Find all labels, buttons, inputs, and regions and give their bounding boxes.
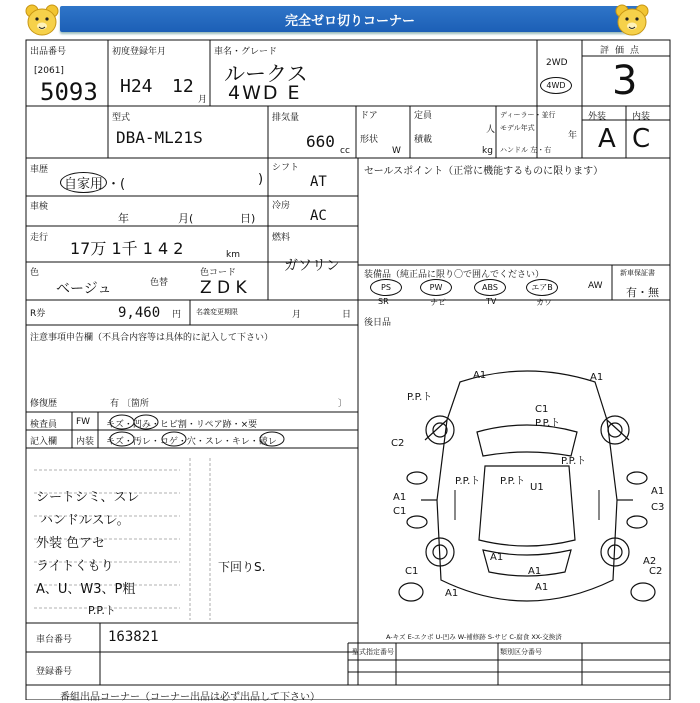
capacity-label: 定員: [414, 111, 433, 121]
displacement-unit: cc: [340, 146, 350, 156]
lot-number-label: 出品番号: [30, 47, 67, 57]
equip-aw: AW: [588, 281, 603, 291]
name-change-label: 名義変更期限: [196, 308, 238, 316]
registration-month-unit: 月: [198, 95, 208, 105]
drive-2wd-option: 2WD: [546, 58, 568, 68]
warranty-value: 有・無: [626, 286, 659, 299]
recolor-label: 色替: [150, 278, 169, 288]
chassis-number-label: 車台番号: [36, 635, 73, 645]
category-label: 車歴: [30, 165, 49, 175]
inspector-label: 検査員: [30, 420, 58, 430]
repair-history-value: 有 〔箇所: [110, 399, 149, 409]
color-code-value: Z D K: [200, 278, 247, 298]
damage-mark: C2: [391, 438, 405, 449]
ac-value: AC: [310, 208, 327, 224]
equip-tv: TV: [486, 297, 497, 306]
exterior-grade: A: [598, 124, 616, 154]
mileage-value: 17万 1千 1 4 2: [70, 239, 184, 258]
category-value-circled: 自家用 ・(: [60, 172, 125, 193]
interior-grade: C: [632, 124, 651, 154]
classification-label: 類別区分番号: [500, 648, 542, 656]
damage-mark: A1: [393, 492, 407, 503]
type-designation-label: 型式指定番号: [352, 648, 394, 656]
note-line-4: ライトくもり: [36, 559, 114, 574]
displacement-value: 660: [306, 132, 335, 151]
footer-corner-note: 番組出品コーナー（コーナー出品は必ず出品して下さい）: [60, 692, 320, 703]
car-name: ルークス: [224, 62, 308, 86]
shape-value: W: [392, 146, 401, 156]
name-change-day: 日: [342, 310, 352, 320]
registration-era: H24: [120, 76, 153, 97]
vehicle-damage-diagram: [385, 360, 670, 630]
category-close: ): [258, 172, 264, 187]
lot-code: [2061]: [34, 66, 64, 76]
recycle-unit: 円: [172, 310, 182, 320]
chassis-number-value: 163821: [108, 629, 159, 645]
note-line-6: P.P.ト: [88, 604, 116, 617]
score-value: 3: [612, 58, 638, 104]
equip-navi: ナビ: [430, 298, 446, 307]
color-code-label: 色コード: [200, 268, 237, 278]
equip-airbag-circled: エアB: [526, 279, 558, 296]
damage-mark: A1: [528, 566, 542, 577]
mileage-label: 走行: [30, 233, 49, 243]
equip-kawa: カワ: [536, 298, 552, 307]
recycle-value: 9,460: [118, 305, 161, 321]
interior-label: 内装: [632, 112, 651, 122]
equipment-label: 装備品（純正品に限り〇で囲んでください）: [364, 270, 545, 280]
repair-history-close: 〕: [338, 399, 348, 409]
warranty-label: 新車保証書: [620, 269, 655, 277]
damage-mark: A1: [535, 582, 549, 593]
mileage-unit: km: [226, 250, 240, 260]
damage-mark: C1: [535, 404, 549, 415]
damage-mark: A1: [445, 588, 459, 599]
shape-label: 形状: [360, 135, 379, 145]
model-label: 型式: [112, 113, 131, 123]
damage-mark: A1: [651, 486, 665, 497]
damage-mark: A1: [590, 372, 604, 383]
equip-sr: SR: [378, 297, 389, 306]
fuel-label: 燃料: [272, 233, 291, 243]
handle-label: ハンドル 左・右: [500, 146, 552, 154]
damage-mark: C1: [405, 566, 419, 577]
color-label: 色: [30, 268, 40, 278]
sales-point-label: セールスポイント（正常に機能するものに限ります）: [364, 166, 604, 177]
model-year-label: モデル年式: [500, 124, 535, 132]
damage-mark: P.P.ト: [535, 418, 561, 429]
corner-title: 完全ゼロ切りコーナー: [284, 13, 415, 29]
damage-mark: P.P.ト: [561, 456, 587, 467]
first-registration-label: 初度登録年月: [112, 47, 167, 57]
note-line-5: A、U、W3、P粗: [36, 582, 136, 597]
entry-label: 記入欄: [30, 437, 58, 447]
model-code: DBA-ML21S: [116, 128, 203, 147]
color-value: ベージュ: [56, 281, 112, 297]
name-change-month: 月: [292, 310, 302, 320]
load-label: 積載: [414, 135, 433, 145]
fw-label: FW: [76, 417, 91, 427]
defect-circles: [100, 412, 360, 448]
shift-label: シフト: [272, 163, 300, 173]
back-order-label: 後日品: [364, 318, 392, 328]
equip-ps-circled: PS: [370, 279, 402, 296]
shift-value: AT: [310, 174, 327, 190]
exterior-label: 外装: [588, 112, 607, 122]
damage-mark: C2: [649, 566, 663, 577]
capacity-unit: 人: [486, 125, 496, 135]
repair-history-label: 修復歴: [30, 399, 58, 409]
damage-mark: P.P.ト: [500, 476, 526, 487]
fw-defect-list: キズ・凹み・ヒビ割・リペア跡・×要: [106, 420, 258, 430]
note-line-2: ハンドルスレ。: [40, 513, 130, 528]
inspection-year: 年: [118, 212, 129, 225]
lot-number: 5093: [40, 78, 98, 106]
displacement-label: 排気量: [272, 113, 300, 123]
car-grade: 4WD E: [228, 82, 302, 104]
equip-pw-circled: PW: [420, 279, 452, 296]
damage-mark: A1: [473, 370, 487, 381]
load-unit: kg: [482, 146, 493, 156]
damage-mark: P.P.ト: [407, 392, 433, 403]
equip-abs-circled: ABS: [474, 279, 506, 296]
ac-label: 冷房: [272, 201, 291, 211]
damage-mark: A2: [643, 556, 657, 567]
notes-label: 注意事項申告欄（不具合内容等は具体的に記入して下さい）: [30, 333, 274, 343]
note-underbody: 下回りS.: [218, 560, 266, 574]
interior-entry-label: 内装: [76, 437, 95, 447]
damage-mark: P.P.ト: [455, 476, 481, 487]
dealer-label: ディーラー・並行: [500, 111, 556, 119]
damage-mark: C3: [651, 502, 665, 513]
damage-mark: C1: [393, 506, 407, 517]
door-label: ドア: [360, 111, 378, 121]
interior-defect-list: キズ・汚レ・コゲ・穴・スレ・キレ・破レ: [106, 437, 277, 447]
drive-4wd-circled: 4WD: [540, 77, 572, 94]
fuel-value: ガソリン: [284, 258, 340, 274]
note-line-3: 外装 色アセ: [36, 536, 106, 551]
inspection-day: 日): [240, 212, 256, 225]
model-year-unit: 年: [568, 131, 578, 141]
inspection-label: 車検: [30, 202, 49, 212]
inspection-month: 月(: [178, 212, 194, 225]
car-name-label: 車名・グレード: [214, 47, 278, 57]
damage-legend: A-キズ E-エクボ U-凹み W-補修跡 S-サビ C-腐食 XX-交換済: [386, 633, 562, 641]
note-line-1: シートシミ、スレ: [36, 490, 140, 505]
recycle-label: R券: [30, 309, 46, 319]
damage-mark: U1: [530, 482, 544, 493]
damage-mark: A1: [490, 552, 504, 563]
registration-number-label: 登録番号: [36, 667, 73, 677]
score-label: 評価点: [600, 46, 646, 56]
registration-month: 12: [172, 76, 194, 97]
